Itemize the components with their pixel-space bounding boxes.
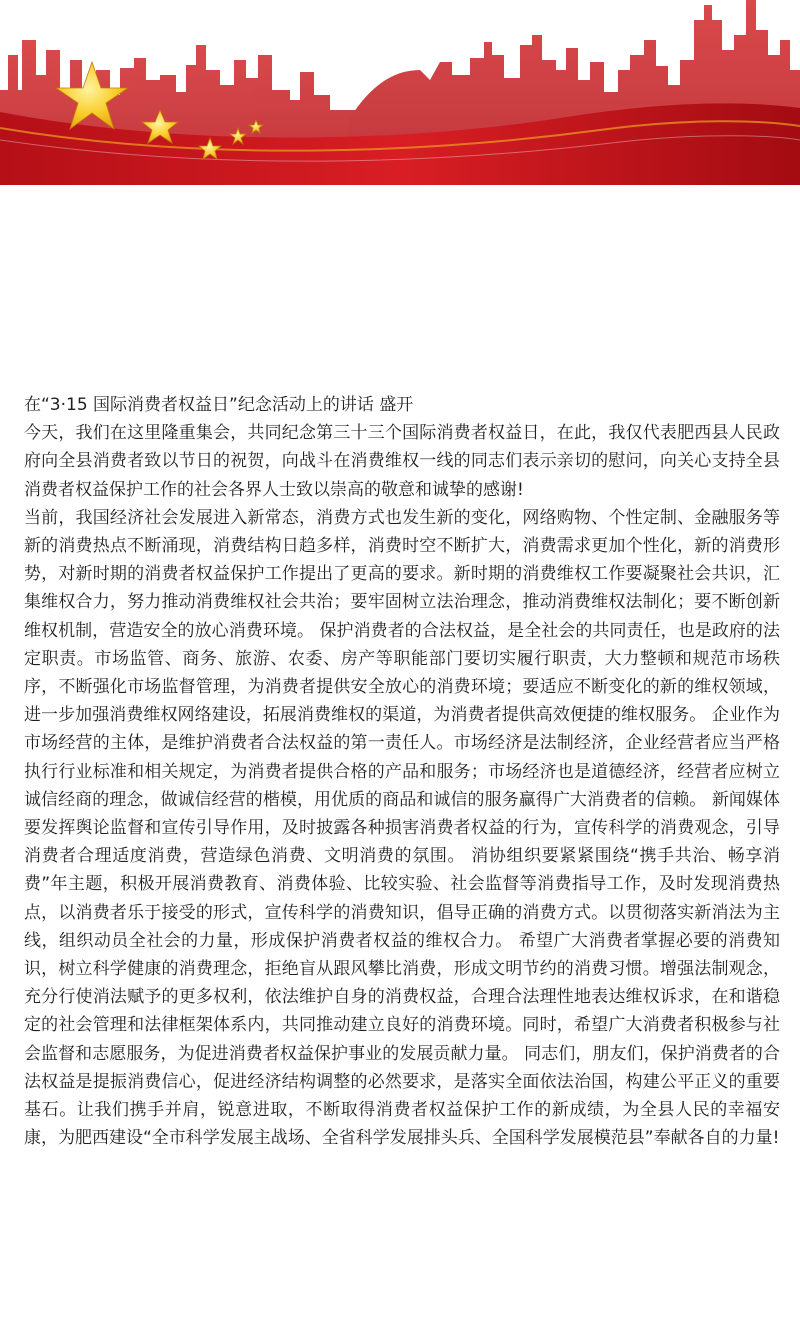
paragraph-2: 当前，我国经济社会发展进入新常态，消费方式也发生新的变化，网络购物、个性定制、金融服务等新的消费热点不断涌现，消费结构日趋多样，消费时空不断扩大，消费需求更加个性化，新的消费形势，对新时期的消费者权益保护工作提出了更高的要求。新时期的消费维权工作要凝聚社会共识，汇集维权合力，努力推动消费维权社会共治；要牢固树立法治理念，推动消费维权法制化；要不断创新维权机制，营造安全的放心消费环境。 保护消费者的合法权益，是全社会的共同责任，也是政府的法定职责。市场监管、商务、旅游、农委、房产等职能部门要切实履行职责，大力整顿和规范市场秩序，不断强化市场监督管理，为消费者提供安全放心的消费环境；要适应不断变化的新的维权领域，进一步加强消费维权网络建设，拓展消费维权的渠道，为消费者提供高效便捷的维权服务。 企业作为市场经营的主体，是维护消费者合法权益的第一责任人。市场经济是法制经济，企业经营者应当严格执行行业标准和相关规定，为消费者提供合格的产品和服务；市场经济也是道德经济，经营者应树立诚信经商的理念，做诚信经营的楷模，用优质的商品和诚信的服务赢得广大消费者的信赖。 新闻媒体要发挥舆论监督和宣传引导作用，及时披露各种损害消费者权益的行为，宣传科学的消费观念，引导消费者合理适度消费，营造绿色消费、文明消费的氛围。 消协组织要紧紧围绕“携手共治、畅享消费”年主题，积极开展消费教育、消费体验、比较实验、社会监督等消费指导工作，及时发现消费热点，以消费者乐于接受的形式，宣传科学的消费知识，倡导正确的消费方式。以贯彻落实新消法为主线，组织动员全社会的力量，形成保护消费者权益的维权合力。 希望广大消费者掌握必要的消费知识，树立科学健康的消费理念，拒绝盲从跟风攀比消费，形成文明节约的消费习惯。增强法制观念，充分行使消法赋予的更多权利，依法维护自身的消费权益，合理合法理性地表达维权诉求，在和谐稳定的社会管理和法律框架体系内，共同推动建立良好的消费环境。同时，希望广大消费者积极参与社会监督和志愿服务，为促进消费者权益保护事业的发展贡献力量。 同志们，朋友们，保护消费者的合法权益是提振消费信心，促进经济结构调整的必然要求，是落实全面依法治国，构建公平正义的重要基石。让我们携手并肩，锐意进取，不断取得消费者权益保护工作的新成绩，为全县人民的幸福安康，为肥西建设“全市科学发展主战场、全省科学发展排头兵、全国科学发展模范县”奉献各自的力量! — [24, 507, 780, 1149]
paragraph-1: 今天，我们在这里隆重集会，共同纪念第三十三个国际消费者权益日，在此，我仅代表肥西县人民政府向全县消费者致以节日的祝贺，向战斗在消费维权一线的同志们表示亲切的慰问，向关心支持全县消费者权益保护工作的社会各界人士致以崇高的敬意和诚挚的感谢! — [24, 423, 780, 500]
article-title-line: 在“3·15 国际消费者权益日”纪念活动上的讲话 盛开 — [24, 395, 414, 415]
header-banner — [0, 0, 800, 185]
city-skyline-banner-graphic — [0, 0, 800, 185]
article-body — [24, 391, 780, 1152]
